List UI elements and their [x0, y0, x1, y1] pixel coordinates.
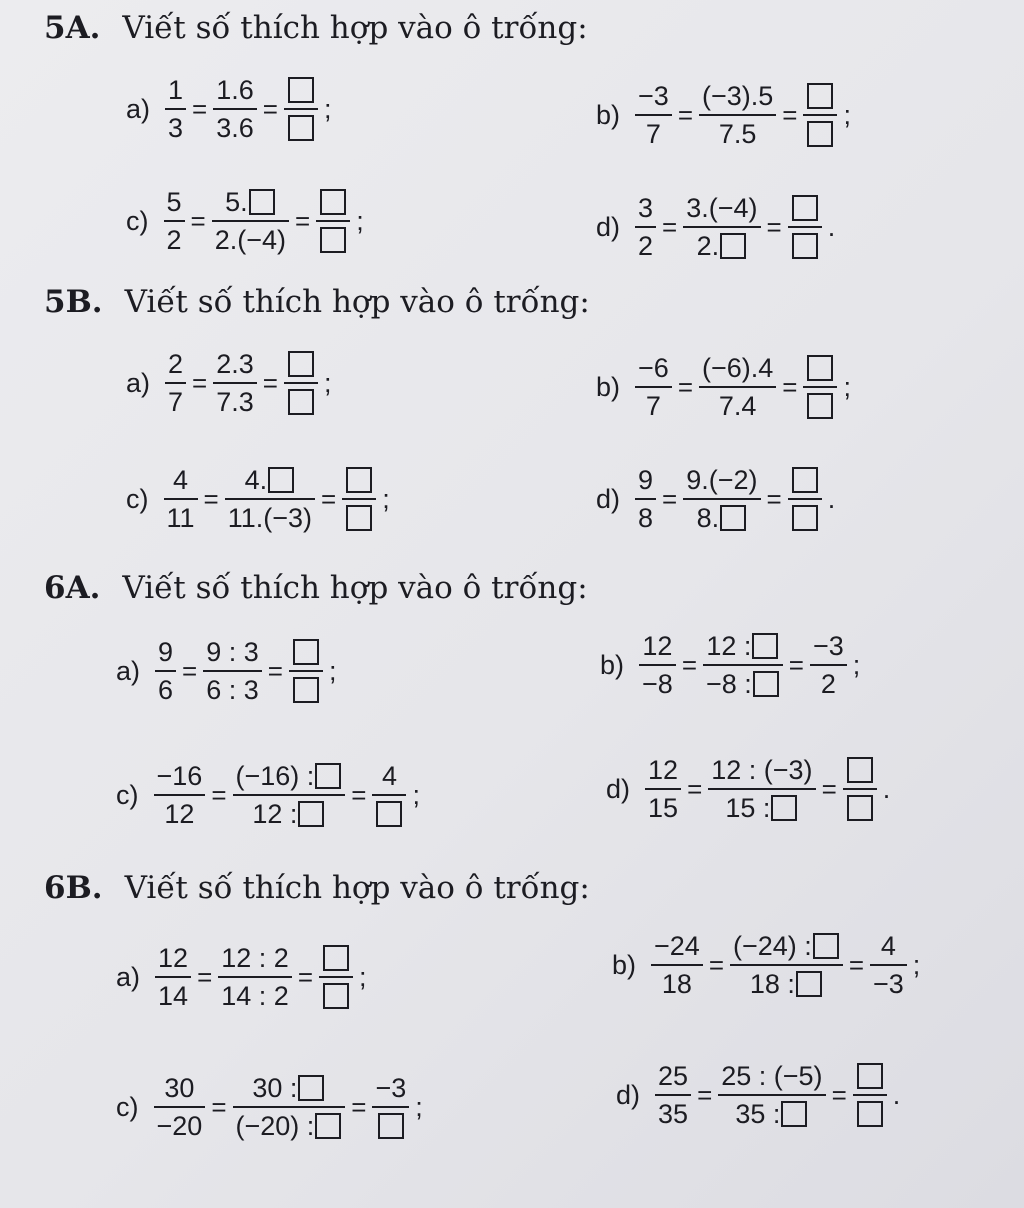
fraction-step: [718, 1058, 825, 1132]
fraction-given: [155, 940, 191, 1014]
exercise-6a-a: a) $\frac{9}{6}$ = $\frac{9 : 3}{6 : 3}$ = ;: [116, 634, 336, 708]
fraction-answer: [284, 346, 318, 420]
punctuation: ;: [382, 483, 390, 514]
answer-box[interactable]: [857, 1063, 883, 1089]
fraction-answer: [788, 462, 822, 536]
fraction-step: [212, 184, 289, 258]
denominator: 11: [166, 503, 195, 533]
item-label: c): [126, 483, 149, 514]
numerator-text: 12 :: [706, 631, 752, 661]
fraction-step: [683, 462, 760, 536]
fraction-given: [651, 928, 703, 1002]
answer-box[interactable]: [807, 355, 833, 381]
denominator: 3: [168, 113, 184, 143]
item-label: b): [596, 371, 621, 402]
denominator: 2: [638, 231, 654, 261]
answer-box[interactable]: [315, 1113, 341, 1139]
denominator: 14 : 2: [221, 981, 289, 1011]
numerator: 5: [166, 187, 182, 217]
denominator: 7: [168, 387, 184, 417]
denominator: 7.3: [216, 387, 254, 417]
numerator: 12 : (−3): [711, 755, 813, 785]
denominator: 12: [164, 799, 195, 829]
exercise-5a-a: a) $\frac{1}{3}$ = $\frac{1.6}{3.6}$ = ;: [126, 72, 331, 146]
denominator-text: −8 :: [706, 669, 752, 699]
numerator: 1: [168, 75, 184, 105]
numerator-text: 30 :: [252, 1073, 298, 1103]
fraction-given: [164, 462, 198, 536]
answer-box[interactable]: [771, 795, 797, 821]
numerator: 30: [164, 1073, 195, 1103]
item-label: c): [116, 1091, 139, 1122]
numerator: (−6).4: [702, 353, 774, 383]
answer-box[interactable]: [720, 505, 746, 531]
exercise-6a-c: c) $\frac{-16}{12}$ = $\frac{(-16) :}{12 :}$ = 4 ;: [116, 758, 420, 832]
fraction-given: [154, 1070, 206, 1144]
denominator: 6 : 3: [206, 675, 259, 705]
exercise-5b-a: a) $\frac{2}{7}$ = $\frac{2.3}{7.3}$ = ;: [126, 346, 331, 420]
fraction-step: [233, 1070, 346, 1144]
section-number: 5A.: [44, 10, 101, 46]
fraction-answer: [853, 1058, 887, 1132]
fraction-step: [233, 758, 346, 832]
fraction-step: [683, 190, 760, 264]
fraction-step: [699, 78, 776, 152]
exercise-6b-a: a) $\frac{12}{14}$ = $\frac{12 : 2}{14 : 2}$ = ;: [116, 940, 367, 1014]
punctuation: ;: [843, 371, 851, 402]
answer-box[interactable]: [346, 505, 372, 531]
punctuation: .: [882, 773, 891, 804]
answer-box[interactable]: [847, 757, 873, 783]
denominator-text: 8.: [696, 503, 720, 533]
denominator: 11.(−3): [227, 503, 313, 533]
fraction-given: [635, 190, 656, 264]
exercise-6a-b: b) $\frac{12}{-8}$ = $\frac{12 :}{-8 :}$ = $\frac{-3}{2}$ ;: [600, 628, 860, 702]
answer-box[interactable]: [376, 801, 402, 827]
punctuation: ;: [356, 205, 364, 236]
section-number: 6B.: [44, 870, 103, 906]
answer-box[interactable]: [288, 389, 314, 415]
denominator-text: 2.: [696, 231, 720, 261]
item-label: d): [596, 483, 621, 514]
exercise-5b-d: d) $\frac{9}{8}$ = $\frac{9.(-2)}{8.}$ = .: [596, 462, 835, 536]
punctuation: ;: [328, 655, 337, 686]
numerator: −24: [654, 931, 700, 961]
item-label: d): [596, 211, 621, 242]
fraction-given: [165, 72, 186, 146]
exercise-6a-d: d) $\frac{12}{15}$ = $\frac{12 : (-3)}{15 :}$ = .: [606, 752, 890, 826]
numerator: 3.(−4): [686, 193, 758, 223]
fraction-step: [203, 634, 262, 708]
answer-box[interactable]: [807, 393, 833, 419]
fraction-step: [730, 928, 843, 1002]
answer-box[interactable]: [753, 671, 779, 697]
item-label: a): [116, 961, 141, 992]
item-label: a): [126, 367, 151, 398]
answer-box[interactable]: [268, 467, 294, 493]
numerator: 9.(−2): [686, 465, 758, 495]
item-label: d): [616, 1079, 641, 1110]
answer-box[interactable]: [323, 983, 349, 1009]
denominator: 6: [158, 675, 174, 705]
answer-box[interactable]: [792, 467, 818, 493]
denominator: 14: [158, 981, 189, 1011]
exercise-5b-c: c) $\frac{4}{11}$ = $\frac{4.}{11.(-3)}$ = ;: [126, 462, 390, 536]
fraction-answer: [803, 78, 837, 152]
numerator: 3: [638, 193, 654, 223]
answer-box[interactable]: [249, 189, 275, 215]
punctuation: ;: [412, 779, 420, 810]
answer-box[interactable]: [792, 233, 818, 259]
denominator-text: 15 :: [725, 793, 771, 823]
denominator: −3: [873, 969, 904, 999]
punctuation: ;: [359, 961, 367, 992]
numerator: 2.3: [216, 349, 254, 379]
fraction-answer: [843, 752, 877, 826]
item-label: d): [606, 773, 631, 804]
denominator: 2: [166, 225, 182, 255]
fraction-answer: [788, 190, 822, 264]
numerator-text: (−24) :: [733, 931, 812, 961]
section-heading-6a: [44, 570, 588, 606]
answer-box[interactable]: [792, 505, 818, 531]
section-number: 5B.: [44, 284, 103, 320]
numerator-text: (−16) :: [235, 761, 315, 791]
denominator: 15: [648, 793, 679, 823]
denominator-text: 35 :: [735, 1099, 781, 1129]
answer-box[interactable]: [320, 227, 346, 253]
denominator: 2: [820, 669, 836, 699]
fraction-answer: [316, 184, 350, 258]
answer-box[interactable]: [315, 763, 341, 789]
answer-box[interactable]: [720, 233, 746, 259]
fraction-result: [810, 628, 847, 702]
exercise-6b-d: d) $\frac{25}{35}$ = $\frac{25 : (-5)}{35 :}$ = .: [616, 1058, 900, 1132]
exercise-6b-c: c) $\frac{30}{-20}$ = $\frac{30 :}{(-20) :}$ = −3 ;: [116, 1070, 423, 1144]
numerator: 4: [173, 465, 189, 495]
numerator: 12: [642, 631, 673, 661]
numerator: 25: [658, 1061, 689, 1091]
numerator: 2: [168, 349, 184, 379]
answer-box[interactable]: [807, 83, 833, 109]
answer-box[interactable]: [346, 467, 372, 493]
numerator: −3: [812, 631, 844, 661]
fraction-given: [635, 462, 656, 536]
numerator: 12 : 2: [221, 943, 289, 973]
denominator: 3.6: [216, 113, 254, 143]
exercise-5a-d: d) $\frac{3}{2}$ = $\frac{3.(-4)}{2.}$ = .: [596, 190, 835, 264]
exercise-5a-b: b) $\frac{-3}{7}$ = $\frac{(-3).5}{7.5}$ = ;: [596, 78, 851, 152]
answer-box[interactable]: [298, 1075, 324, 1101]
fraction-step: [708, 752, 815, 826]
section-heading-6b: [44, 870, 590, 906]
exercise-6b-b: b) $\frac{-24}{18}$ = $\frac{(-24) :}{18 :}$ = $\frac{4}{-3}$ ;: [612, 928, 920, 1002]
fraction-step: [218, 940, 292, 1014]
punctuation: .: [827, 211, 836, 242]
punctuation: ;: [415, 1091, 423, 1122]
item-label: a): [126, 93, 151, 124]
fraction-answer: [284, 72, 318, 146]
section-title: Viết số thích hợp vào ô trống:: [122, 10, 588, 46]
fraction-given: [155, 634, 176, 708]
fraction-step: [213, 346, 257, 420]
numerator-text: 4.: [244, 465, 268, 495]
answer-box[interactable]: [781, 1101, 807, 1127]
denominator: 7: [645, 391, 661, 421]
fraction-answer: [289, 634, 323, 708]
answer-box[interactable]: [288, 115, 314, 141]
punctuation: ;: [323, 93, 332, 124]
fraction-given: [639, 628, 676, 702]
item-label: c): [116, 779, 139, 810]
fraction-answer: [803, 350, 837, 424]
punctuation: .: [892, 1079, 901, 1110]
denominator: 7.4: [718, 391, 757, 421]
punctuation: ;: [843, 99, 851, 130]
exercise-5b-b: b) $\frac{-6}{7}$ = $\frac{(-6).4}{7.4}$ = ;: [596, 350, 851, 424]
answer-box[interactable]: [752, 633, 778, 659]
numerator: 12: [158, 943, 189, 973]
answer-box[interactable]: [320, 189, 346, 215]
answer-box[interactable]: [792, 195, 818, 221]
answer-box[interactable]: [813, 933, 839, 959]
numerator: 9 : 3: [206, 637, 259, 667]
denominator: 7: [645, 119, 661, 149]
answer-box[interactable]: [323, 945, 349, 971]
numerator: (−3).5: [702, 81, 774, 111]
numerator: −16: [156, 761, 203, 791]
numerator: −3: [638, 81, 669, 111]
denominator-text: 18 :: [749, 969, 795, 999]
section-title: Viết số thích hợp vào ô trống:: [122, 570, 588, 606]
answer-box[interactable]: [796, 971, 822, 997]
answer-box[interactable]: [857, 1101, 883, 1127]
numerator: −3: [375, 1073, 407, 1103]
answer-box[interactable]: [288, 351, 314, 377]
item-label: b): [600, 649, 625, 680]
denominator: 35: [658, 1099, 689, 1129]
answer-box[interactable]: [293, 677, 319, 703]
fraction-step: [225, 462, 315, 536]
answer-box[interactable]: [293, 639, 319, 665]
denominator: −20: [156, 1111, 203, 1141]
section-heading-5b: [44, 284, 590, 320]
punctuation: ;: [852, 649, 861, 680]
item-label: b): [612, 949, 637, 980]
fraction-given: [645, 752, 681, 826]
item-label: b): [596, 99, 621, 130]
fraction-result: [870, 928, 907, 1002]
section-title: Viết số thích hợp vào ô trống:: [124, 870, 590, 906]
numerator: 1.6: [216, 75, 254, 105]
denominator: 2.(−4): [214, 225, 287, 255]
answer-box[interactable]: [807, 121, 833, 147]
answer-box[interactable]: [288, 77, 314, 103]
fraction-given: [164, 184, 185, 258]
fraction-given: [165, 346, 186, 420]
exercise-5a-c: c) $\frac{5}{2}$ = $\frac{5.}{2.(-4)}$ = ;: [126, 184, 364, 258]
punctuation: ;: [912, 949, 921, 980]
numerator-text: 5.: [225, 187, 248, 217]
punctuation: .: [827, 483, 836, 514]
fraction-given: [154, 758, 206, 832]
answer-box[interactable]: [847, 795, 873, 821]
denominator-text: 12 :: [252, 799, 298, 829]
fraction-result: [372, 758, 406, 832]
fraction-given: [635, 78, 672, 152]
fraction-answer: [342, 462, 376, 536]
numerator: 25 : (−5): [721, 1061, 823, 1091]
denominator: 18: [661, 969, 692, 999]
numerator: −6: [638, 353, 669, 383]
item-label: a): [116, 655, 141, 686]
numerator: 9: [638, 465, 654, 495]
fraction-step: [213, 72, 257, 146]
numerator: 9: [158, 637, 174, 667]
fraction-step: [699, 350, 776, 424]
section-title: Viết số thích hợp vào ô trống:: [124, 284, 590, 320]
denominator: −8: [642, 669, 673, 699]
denominator: 8: [638, 503, 654, 533]
item-label: c): [126, 205, 149, 236]
answer-box[interactable]: [378, 1113, 404, 1139]
denominator-text: (−20) :: [235, 1111, 315, 1141]
fraction-result: [372, 1070, 409, 1144]
fraction-given: [655, 1058, 691, 1132]
denominator: 7.5: [718, 119, 757, 149]
section-number: 6A.: [44, 570, 101, 606]
punctuation: ;: [323, 367, 332, 398]
fraction-given: [635, 350, 672, 424]
numerator: 4: [381, 761, 397, 791]
numerator: 12: [648, 755, 679, 785]
section-heading-5a: [44, 10, 588, 46]
fraction-answer: [319, 940, 353, 1014]
numerator: 4: [880, 931, 896, 961]
answer-box[interactable]: [298, 801, 324, 827]
fraction-step: [703, 628, 783, 702]
